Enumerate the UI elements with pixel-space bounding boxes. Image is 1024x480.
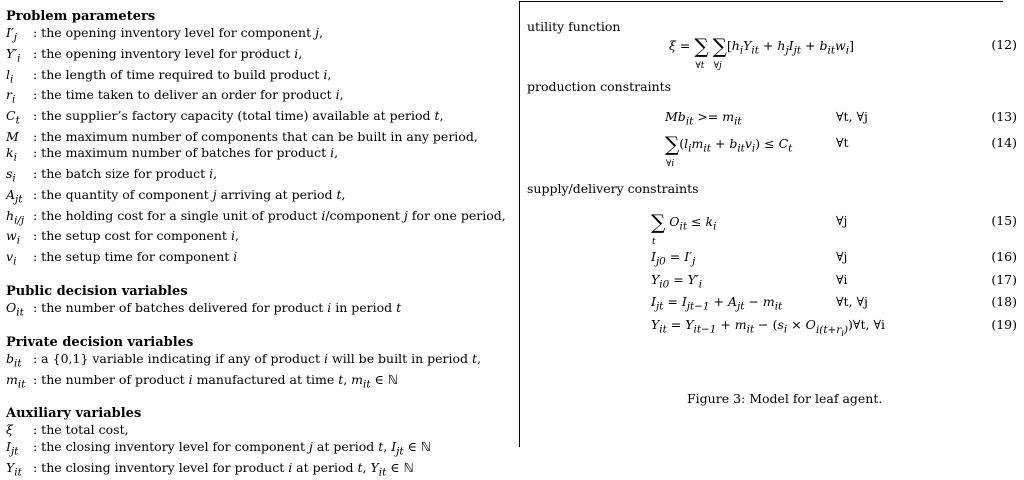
description: : the supplier’s factory capacity (total time) available at period t, [33, 108, 444, 124]
symbol: $w_i$ [6, 228, 21, 247]
equation-condition: ∀t [836, 135, 849, 150]
description: : the opening inventory level for component j, [33, 25, 323, 40]
equation-number: (16) [991, 249, 1017, 264]
description: : the closing inventory level for component j at period t, $I_{jt}$ ∈ ℕ [33, 438, 431, 458]
description: : the maximum number of components that can be built in any period, [33, 128, 478, 144]
equation-17 [527, 272, 1023, 292]
symbol: $v_i$ [6, 249, 17, 268]
description: : the quantity of component j arriving at period t, [33, 186, 346, 202]
equation-condition: ∀t, ∀j [836, 109, 868, 124]
equation-18-expression: $I_{jt} = I_{jt-1} + A_{jt} - m_{it}$ [651, 294, 783, 313]
utility-function-heading: utility function [527, 19, 621, 34]
symbol: $A_{jt}$ [6, 186, 23, 206]
def-setup-cost [6, 228, 516, 249]
symbol: $s_i$ [6, 166, 16, 185]
equation-number: (15) [991, 213, 1017, 228]
model-equations [527, 0, 1023, 447]
equation-19 [527, 317, 1023, 337]
equation-15-expression: ∑ t $O_{it} \le k_i$ [651, 210, 717, 247]
equation-number: (18) [991, 294, 1017, 309]
description: : the total cost, [33, 422, 129, 438]
equation-19-expression: $Y_{it} = Y_{it-1} + m_{it} - (s_i$ × $O_{i(t+r_i)})\forall t$, ∀i [651, 317, 885, 339]
def-max-batches [6, 145, 516, 166]
symbol: $C_t$ [6, 108, 20, 127]
def-opening-inventory-product [6, 46, 516, 67]
equation-number: (14) [991, 135, 1017, 150]
equation-number: (17) [991, 272, 1017, 287]
symbol: $h_{i/j}$ [6, 207, 25, 227]
description: : the time taken to deliver an order for product i, [33, 87, 344, 103]
description: : the batch size for product i, [33, 166, 218, 182]
description: : the setup time for component i [33, 249, 238, 265]
symbol: $m_{it}$ [6, 371, 26, 391]
def-delivery-time [6, 87, 516, 108]
description: : the maximum number of batches for product i, [33, 145, 339, 161]
def-max-components [6, 129, 516, 145]
def-opening-inventory-component [6, 25, 516, 46]
description: : the opening inventory level for product i, [33, 45, 303, 61]
column-divider [519, 1, 520, 447]
production-constraints-heading: production constraints [527, 79, 672, 94]
equation-number: (19) [991, 317, 1017, 332]
equation-13-expression: $Mb_{it} >= m_{it}$ [665, 109, 742, 128]
equation-number: (13) [991, 109, 1017, 124]
equation-12 [527, 34, 1023, 71]
equation-condition: ∀t, ∀j [836, 294, 868, 309]
description: : the setup cost for component i, [33, 228, 239, 244]
symbol: $k_i$ [6, 145, 17, 164]
equation-12-expression: ξ = ∑ ∀t ∑ ∀j $[h_iY_{it} + h_jI_{jt} + b_{it}w_i]$ [669, 34, 854, 71]
equation-15 [527, 210, 1023, 247]
def-batch-size [6, 166, 516, 187]
symbol: $r_i$ [6, 87, 16, 106]
description: : the length of time required to build product i, [33, 66, 332, 82]
equation-condition: ∀i [836, 272, 848, 287]
description: : the closing inventory level for product i at period t, $Y_{it}$ ∈ ℕ [33, 459, 414, 479]
equation-18 [527, 294, 1023, 314]
equation-condition: ∀j [836, 249, 848, 264]
symbol: M [6, 128, 19, 144]
def-manufactured [6, 372, 516, 393]
equation-17-expression: $Y_{i0} = Y'_i$ [651, 272, 703, 291]
def-total-cost [6, 422, 516, 438]
variable-definitions [6, 9, 516, 480]
def-closing-inventory-product [6, 460, 516, 480]
equation-16 [527, 249, 1023, 269]
def-build-indicator [6, 351, 516, 372]
def-batches-delivered [6, 300, 516, 321]
symbol: $Y'_i$ [6, 45, 21, 65]
symbol: $b_{it}$ [6, 350, 22, 370]
symbol: $l_i$ [6, 66, 14, 86]
section-heading-problem-parameters: Problem parameters [6, 9, 156, 24]
description: : a {0,1} variable indicating if any of product i will be built in period t, [33, 350, 482, 366]
def-holding-cost [6, 208, 516, 229]
symbol: $I'_j$ [6, 25, 18, 44]
symbol: ξ [6, 422, 13, 438]
equation-16-expression: $I_{j0} = I'_j$ [651, 249, 696, 268]
equation-13 [527, 109, 1023, 129]
def-build-time [6, 67, 516, 88]
section-heading-public-decision: Public decision variables [6, 284, 188, 300]
description: : the number of batches delivered for product i in period t [33, 300, 402, 316]
def-closing-inventory-component [6, 439, 516, 460]
symbol: $Y_{it}$ [6, 459, 22, 479]
section-heading-auxiliary: Auxiliary variables [6, 406, 142, 422]
def-arrivals [6, 187, 516, 208]
supply-delivery-constraints-heading: supply/delivery constraints [527, 181, 699, 196]
equation-number: (12) [991, 37, 1017, 52]
description: : the number of product i manufactured at time t, $m_{it}$ ∈ ℕ [33, 371, 398, 391]
equation-14 [527, 132, 1023, 169]
equation-14-expression: ∑ ∀i $(l_im_{it} + b_{it}v_i) \le C_t$ [665, 132, 793, 169]
symbol: $O_{it}$ [6, 300, 24, 319]
description: : the holding cost for a single unit of product i/component j for one period, [33, 207, 506, 223]
def-capacity [6, 108, 516, 129]
symbol: $I_{jt}$ [6, 438, 19, 458]
section-heading-private-decision: Private decision variables [6, 334, 194, 350]
figure-caption: Figure 3: Model for leaf agent. [687, 391, 883, 406]
def-setup-time [6, 249, 516, 270]
equation-condition: ∀j [836, 213, 848, 228]
